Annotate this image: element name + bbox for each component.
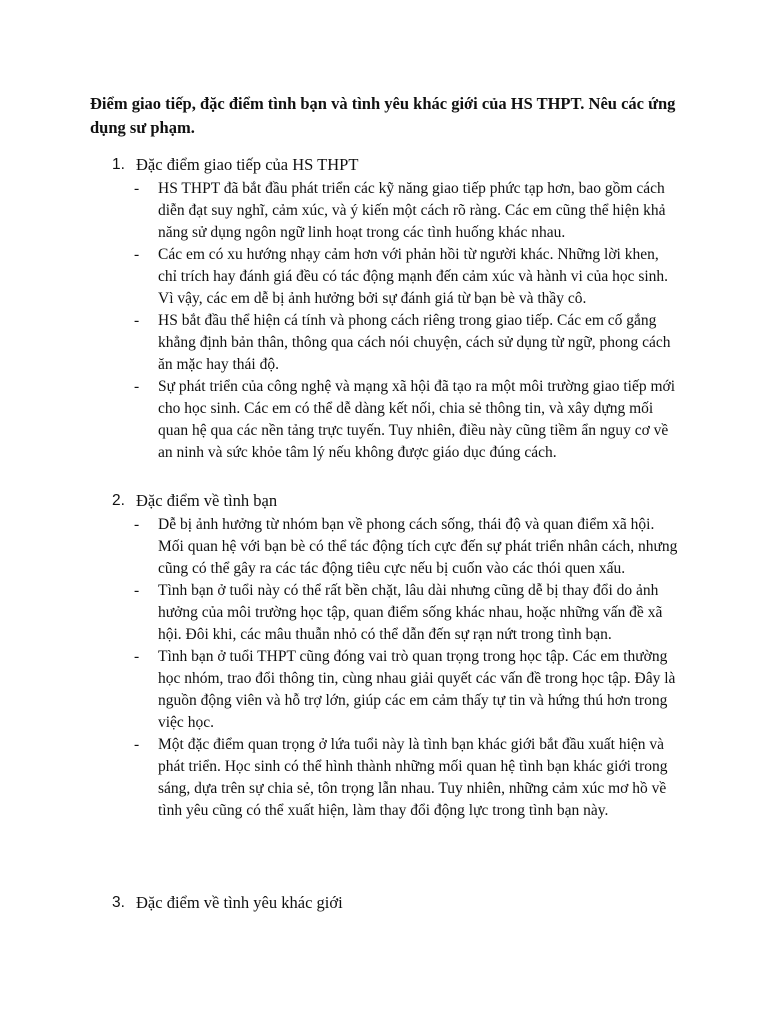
list-item-text: Một đặc điểm quan trọng ở lứa tuổi này là tình bạn khác giới bắt đầu xuất hiện và phát triển. Học sinh có thể hình thành những mối quan hệ tình bạn khác giới trong sáng, dựa trên sự chia sẻ, tôn trọng lẫn nhau. Tuy nhiên, những cảm xúc mơ hồ về tình yêu cũng có thể xuất hiện, làm thay đổi động lực trong tình bạn này. bbox=[158, 736, 668, 819]
section-number: 1. bbox=[112, 156, 125, 173]
bullet-dash: - bbox=[134, 180, 140, 197]
list-item-text: Các em có xu hướng nhạy cảm hơn với phản hồi từ người khác. Những lời khen, chỉ trích hay đánh giá đều có tác động mạnh đến cảm xúc và hành vi của học sinh. Vì vậy, các em dễ bị ảnh hưởng bởi sự đánh giá từ bạn bè và thầy cô. bbox=[158, 246, 669, 307]
bullet-dash: - bbox=[134, 582, 140, 599]
section-number: 2. bbox=[112, 492, 125, 509]
section-number: 3. bbox=[112, 894, 125, 911]
bullet-list bbox=[112, 514, 692, 822]
section-heading bbox=[112, 154, 692, 176]
section-heading bbox=[112, 490, 692, 512]
section-title: Đặc điểm về tình bạn bbox=[136, 491, 278, 510]
list-item bbox=[112, 514, 692, 580]
bullet-dash: - bbox=[134, 648, 140, 665]
list-item bbox=[112, 646, 692, 734]
list-item bbox=[112, 734, 692, 822]
bullet-list bbox=[112, 178, 692, 464]
section-heading bbox=[112, 892, 692, 914]
bullet-dash: - bbox=[134, 312, 140, 329]
section-title: Đặc điểm về tình yêu khác giới bbox=[136, 893, 343, 912]
list-item-text: HS bắt đầu thể hiện cá tính và phong cách riêng trong giao tiếp. Các em cố gắng khẳng định bản thân, thông qua cách nói chuyện, cách sử dụng từ ngữ, phong cách ăn mặc hay thái độ. bbox=[158, 312, 671, 373]
list-item-text: Tình bạn ở tuổi này có thể rất bền chặt, lâu dài nhưng cũng dễ bị thay đổi do ảnh hưởng của môi trường học tập, quan điểm sống khác nhau, hoặc những vấn đề xã hội. Đôi khi, các mâu thuẫn nhỏ có thể dẫn đến sự rạn nứt trong tình bạn. bbox=[158, 582, 663, 643]
list-item-text: Sự phát triển của công nghệ và mạng xã hội đã tạo ra một môi trường giao tiếp mới cho học sinh. Các em có thể dễ dàng kết nối, chia sẻ thông tin, và xây dựng mối quan hệ qua các nền tảng trực tuyến. Tuy nhiên, điều này cũng tiềm ẩn nguy cơ về an ninh và sức khỏe tâm lý nếu không được giáo dục đúng cách. bbox=[158, 378, 676, 461]
list-item bbox=[112, 310, 692, 376]
list-item-text: Tình bạn ở tuổi THPT cũng đóng vai trò quan trọng trong học tập. Các em thường học nhóm, trao đổi thông tin, cùng nhau giải quyết các vấn đề trong học tập. Đây là nguồn động viên và hỗ trợ lớn, giúp các em cảm thấy tự tin và hứng thú hơn trong việc học. bbox=[158, 648, 676, 731]
section-romantic-love bbox=[112, 892, 692, 916]
list-item-text: Dễ bị ảnh hưởng từ nhóm bạn về phong cách sống, thái độ và quan điểm xã hội. Mối quan hệ với bạn bè có thể tác động tích cực đến sự phát triển nhân cách, nhưng cũng có thể gây ra các tác động tiêu cực nếu bị cuốn vào các thói quen xấu. bbox=[158, 516, 678, 577]
list-item bbox=[112, 244, 692, 310]
list-item bbox=[112, 178, 692, 244]
bullet-dash: - bbox=[134, 378, 140, 395]
document-title: Điểm giao tiếp, đặc điểm tình bạn và tình yêu khác giới của HS THPT. Nêu các ứng dụng sư phạm. bbox=[90, 94, 676, 137]
bullet-dash: - bbox=[134, 516, 140, 533]
section-friendship bbox=[112, 490, 692, 822]
bullet-dash: - bbox=[134, 246, 140, 263]
list-item bbox=[112, 580, 692, 646]
list-item-text: HS THPT đã bắt đầu phát triển các kỹ năng giao tiếp phức tạp hơn, bao gồm cách diễn đạt suy nghĩ, cảm xúc, và ý kiến một cách rõ ràng. Các em cũng thể hiện khả năng sử dụng ngôn ngữ linh hoạt trong các tình huống khác nhau. bbox=[158, 180, 666, 241]
list-item bbox=[112, 376, 692, 464]
section-communication bbox=[112, 154, 692, 464]
section-title: Đặc điểm giao tiếp của HS THPT bbox=[136, 155, 359, 174]
bullet-dash: - bbox=[134, 736, 140, 753]
